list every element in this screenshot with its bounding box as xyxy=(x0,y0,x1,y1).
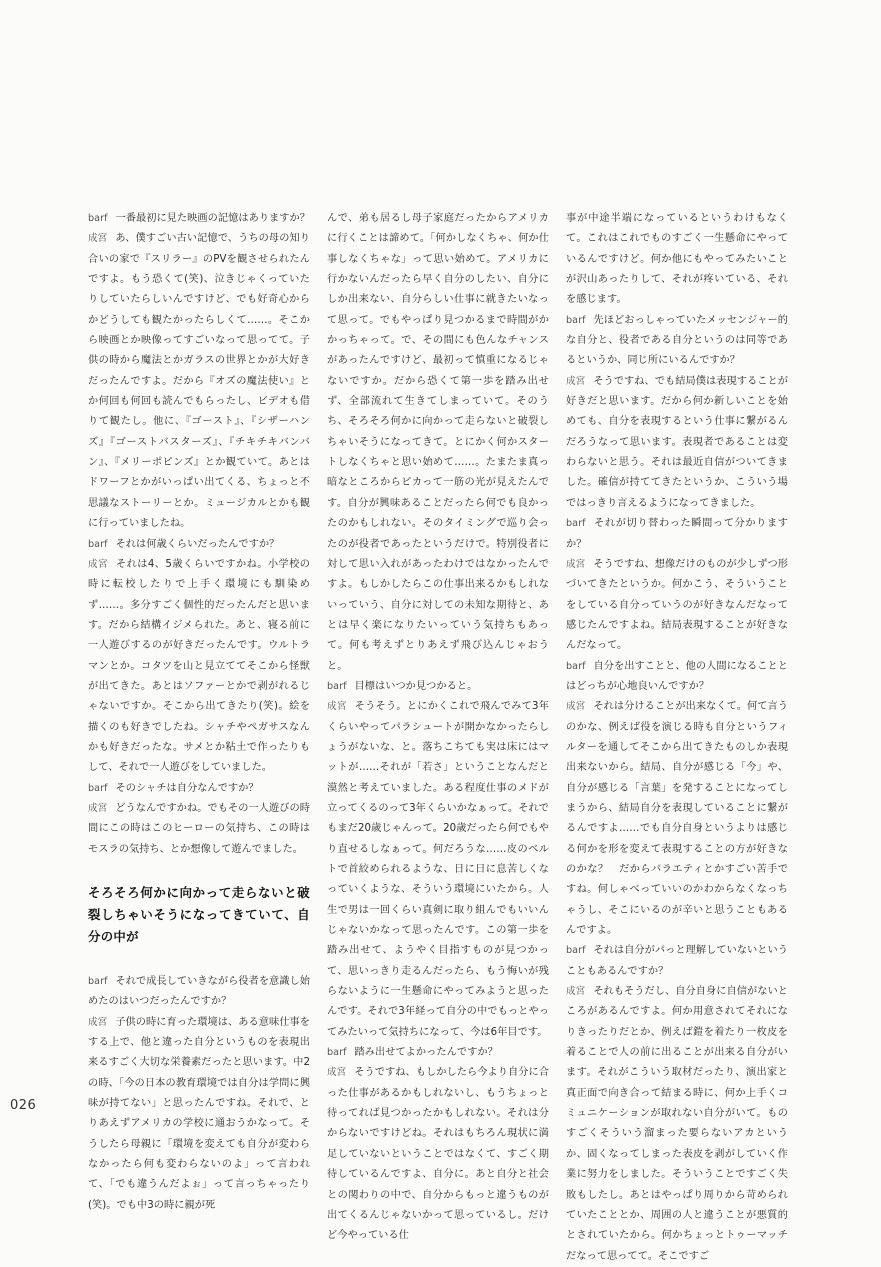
dialogue-paragraph xyxy=(566,941,788,982)
dialogue-text: そうですね、でも結局僕は表現することが好きだと思います。だから何か新しいことを始めても、自分を表現するという仕事に繋がるんだろうなって思います。表現者であることは変わらないと思う。それは最近自信がついてきました。確信が持ててきたというか、こういう場ではっきり言えるようになってきました。 xyxy=(566,375,788,509)
dialogue-paragraph xyxy=(566,657,788,698)
dialogue-text: どうなんですかね。でもその一人遊びの時間にこの時はこのヒーローの気持ち、この時はモスラの気持ち、とか想像して遊んでました。 xyxy=(88,802,310,855)
speaker-label: 成宮 xyxy=(327,1067,347,1079)
speaker-label: 成宮 xyxy=(88,558,109,570)
dialogue-paragraph xyxy=(327,697,549,1043)
dialogue-text: それは自分がパっと理解していないということもあるんですか？ xyxy=(566,945,789,977)
dialogue-text: 事が中途半端になっているというわけもなくて。これはこれでものすごく一生懸命にやっているんですけど。何か他にもやってみたいことが沢山あったりして、それが疼いている、それを感じます。 xyxy=(566,213,788,306)
dialogue-text: 目標はいつか見つかると。 xyxy=(354,680,478,692)
dialogue-text: それで成長していきながら役者を意識し始めたのはいつだったんですか？ xyxy=(88,976,311,1008)
dialogue-text: そうですね、想像だけのものが少しずつ形づいてきたというか。何かこう、そういうことをしている自分っていうのが好きなんだなって感じたんですよね。結局表現することが好きなんだなって。 xyxy=(566,558,788,652)
dialogue-text: それもそうだし、自分自身に自信がないところがあるんですよ。何か用意されてそれになりきったりだとか、例えば鎧を着たり一枚皮を着ることで人の前に出ることが出来る自分がいます。それがこういう取材だったり、演出家と真正面で向き合って結まる時に、何か上手くコミュニケーションが取れない自分がいて。ものすごくそういう溜まった要らないアカというか、固くなってしまった表皮を剥がしていく作業に努力をしました。そういうことですごく失敗もしたし。あとはやっぱり周りから苛められていたこととか、周囲の人と違うことが悪質的とされていたから。何かちょっとトゥーマッチだなって思ってて。そこですご xyxy=(566,986,788,1262)
dialogue-text: そうそう。とにかくこれで飛んでみて3年くらいやってパラシュートが開かなかったらしょうがないな、と。落ちこちても実は床にはマットが……それが「若さ」ということなんだと漠然と考えていました。ある程度仕事のメドが立ってくるのって3年くらいかなぁって。それでもまだ20歳じゃんって。20歳だったら何でもやり直せるしなぁって。何だろうな……皮のベルトで首絞められるような、日に日に息苦しくなっていくような、そういう環境にいたから。人生で男は一回くらい真剣に取り組んでもいいんじゃないかなって思ったんです。この第一歩を踏み出せて、ようやく目指すものが見つかって、思いっきり走るんだったら、もう悔いが残らないように一生懸命にやってみようと思ったんです。それで3年経って自分の中でもっとやってみたいって気持ちになって、今は6年目です。 xyxy=(327,701,549,1038)
dialogue-paragraph xyxy=(566,982,788,1267)
speaker-label: 成宮 xyxy=(566,986,586,998)
dialogue-paragraph xyxy=(88,229,310,534)
speaker-label: barf xyxy=(566,660,586,672)
dialogue-paragraph xyxy=(327,1063,549,1246)
dialogue-paragraph xyxy=(566,209,788,311)
speaker-label: 成宮 xyxy=(88,802,108,814)
speaker-label: 成宮 xyxy=(566,375,586,387)
dialogue-paragraph xyxy=(566,697,788,941)
dialogue-text: それは何歳くらいだったんですか？ xyxy=(115,538,280,550)
dialogue-text: それが切り替わった瞬間って分かりますか？ xyxy=(566,518,788,550)
dialogue-text: 先ほどおっしゃっていたメッセンジャー的な自分と、役者である自分というのは同等であるというか、同じ所にいるんですか？ xyxy=(566,314,788,367)
text-column-2 xyxy=(327,209,549,1247)
section-heading: そろそろ何かに向かって走らないと破裂しちゃいそうになってきていて、自分の中が xyxy=(88,885,310,944)
speaker-label: barf xyxy=(88,976,108,987)
speaker-label: barf xyxy=(327,680,347,692)
speaker-label: barf xyxy=(88,538,108,550)
speaker-label: 成宮 xyxy=(566,701,586,713)
dialogue-text: それは4、5歳くらいですかね。小学校の時に転校したりで上手く環境にも馴染めず……。多分すごく個性的だったんだと思います。だから結構イジメられた。あと、寝る前に一人遊びするのが好きだったんです。ウルトラマンとか。コタツを山と見立ててそこから怪獣が出てきた。あとはソファーとかで剥がれるじゃないですか。そこから出てきたり(笑)。絵を描くのも好きでしたね。シャチやペガサスなんかも好きだったな。サメとか粘土で作ったりもして、それで一人遊びをしていました。 xyxy=(88,558,310,774)
dialogue-text: それは分けることが出来なくて。何て言うのかな、例えば役を演じる時も自分というフィルターを通してそこから出てきたものしか表現出来ないから。結局、自分が感じる「今」や、自分が感じる「言葉」を発することになってしまうから、結局自分を表現していることに繋がるんですよ……でも自分自身というよりは感じる何かを形を変えて表現することの方が好きなのかな？ だからバラエティとかすごい苦手ですね。何しゃべっていいのかわからなくなっちゃうし、そこにいるのが辛いと思うこともあるんですよ。 xyxy=(566,701,788,937)
dialogue-text: そうですね、もしかしたら今より自分に合った仕事があるかもしれないし、もうちょっと待ってれば見つかったかもしれない。それは分からないですけどね。それはもちろん現状に満足していないということではなくて、すごく期待しているんですよ、自分に。あと自分と社会との関わりの中で、自分からもっと違うものが出てくるんじゃないかって思っているし。だけど今やっている仕 xyxy=(327,1067,549,1242)
dialogue-paragraph xyxy=(88,972,310,1013)
dialogue-paragraph xyxy=(88,555,310,779)
dialogue-paragraph xyxy=(88,209,310,229)
dialogue-paragraph xyxy=(566,555,788,657)
dialogue-paragraph xyxy=(566,514,788,555)
dialogue-paragraph xyxy=(566,372,788,514)
dialogue-paragraph xyxy=(88,779,310,799)
speaker-label: barf xyxy=(88,782,108,794)
speaker-label: 成宮 xyxy=(88,1016,108,1028)
dialogue-paragraph xyxy=(88,799,310,860)
dialogue-text: 自分を出すことと、他の人間になることとはどっちが心地良いんですか？ xyxy=(566,660,789,692)
speaker-label: barf xyxy=(566,314,586,326)
dialogue-text: そのシャチは自分なんですか？ xyxy=(115,782,259,794)
speaker-label: 成宮 xyxy=(327,701,347,713)
speaker-label: 成宮 xyxy=(566,558,586,570)
dialogue-paragraph xyxy=(88,535,310,555)
speaker-label: barf xyxy=(566,945,586,957)
dialogue-paragraph xyxy=(327,677,549,697)
dialogue-text: 一番最初に見た映画の記憶はありますか？ xyxy=(115,213,311,224)
dialogue-paragraph xyxy=(88,1013,310,1216)
dialogue-paragraph xyxy=(327,1043,549,1063)
dialogue-text: 踏み出せてよかったんですか？ xyxy=(354,1047,498,1059)
speaker-label: barf xyxy=(566,518,586,530)
dialogue-paragraph xyxy=(327,209,549,677)
speaker-label: 成宮 xyxy=(88,233,108,245)
dialogue-text: 子供の時に育った環境は、ある意味仕事をする上で、他と違った自分というものを表現出来るすごく大切な栄養素だったと思います。中2の時、「今の日本の教育環境では自分は学問に興味が持てない」と思ったんですね。それで、とりあえずアメリカの学校に通おうかなって。そうしたら母親に「環境を変えても自分が変わらなかったら何も変わらないのよ」って言われて、「でも違うんだよぉ」って言っちゃったり(笑)。でも中3の時に親が死 xyxy=(88,1016,310,1211)
speaker-label: barf xyxy=(88,213,108,224)
text-column-3 xyxy=(566,209,788,1267)
dialogue-text: あ、僕すごい古い記憶で、うちの母の知り合いの家で『スリラー』のPVを観させられたんですよ。もう恐くて(笑)、泣きじゃくっていたりしていたらしいんですけど、でも好奇心からかどうしても観たかったらしくて……。そこから映画とか映像ってすごいなって思ってて。子供の時から魔法とかガラスの世界とかが大好きだったんですよ。だから『オズの魔法使い』とか何回も何回も読んでもらったし、ビデオも借りて観たし。他に、『ゴースト』、『シザーハンズ』『ゴーストバスターズ』、『チキチキバンバン』、『メリーポピンズ』とか観ていて。あとはドワーフとかがいっぱい出てくる、ちょっと不思議なストーリーとか。ミュージカルとかも観に行っていましたね。 xyxy=(88,233,310,530)
text-column-1 xyxy=(88,209,310,1216)
dialogue-paragraph xyxy=(566,311,788,372)
speaker-label: barf xyxy=(327,1047,347,1059)
page-number: 026 xyxy=(10,1098,37,1113)
dialogue-text: んで、弟も居るし母子家庭だったからアメリカに行くことは諦めて。「何かしなくちゃ、何か仕事しなくちゃな」って思い始めて。アメリカに行かないんだったら早く自分のしたい、自分にしか出来ない、自分らしい仕事に就きたいなって思って。でもやっぱり見つかるまで時間がかかっちゃって。で、その間にも色んなチャンスがあったんですけど、最初って慎重になるじゃないですか。だから恐くて第一歩を踏み出せず、全部流れて生きてしまっていて。そのうち、そろそろ何かに向かって走らないと破裂しちゃいそうになってきて。とにかく何かスタートしなくちゃと思い始めて……。たまたま真っ暗なところからピカって一筋の光が見えたんです。自分が興味あることだったら何でも良かったのかもしれない。そのタイミングで巡り会ったのが役者であったというだけで。特別役者に対して思い入れがあったわけではなかったんですよ。もしかしたらこの仕事出来るかもしれないっていう、自分に対しての未知な期待と、あとは早く楽になりたいっていう気持ちもあって。何も考えずとりあえず飛び込んじゃおうと。 xyxy=(327,213,549,672)
